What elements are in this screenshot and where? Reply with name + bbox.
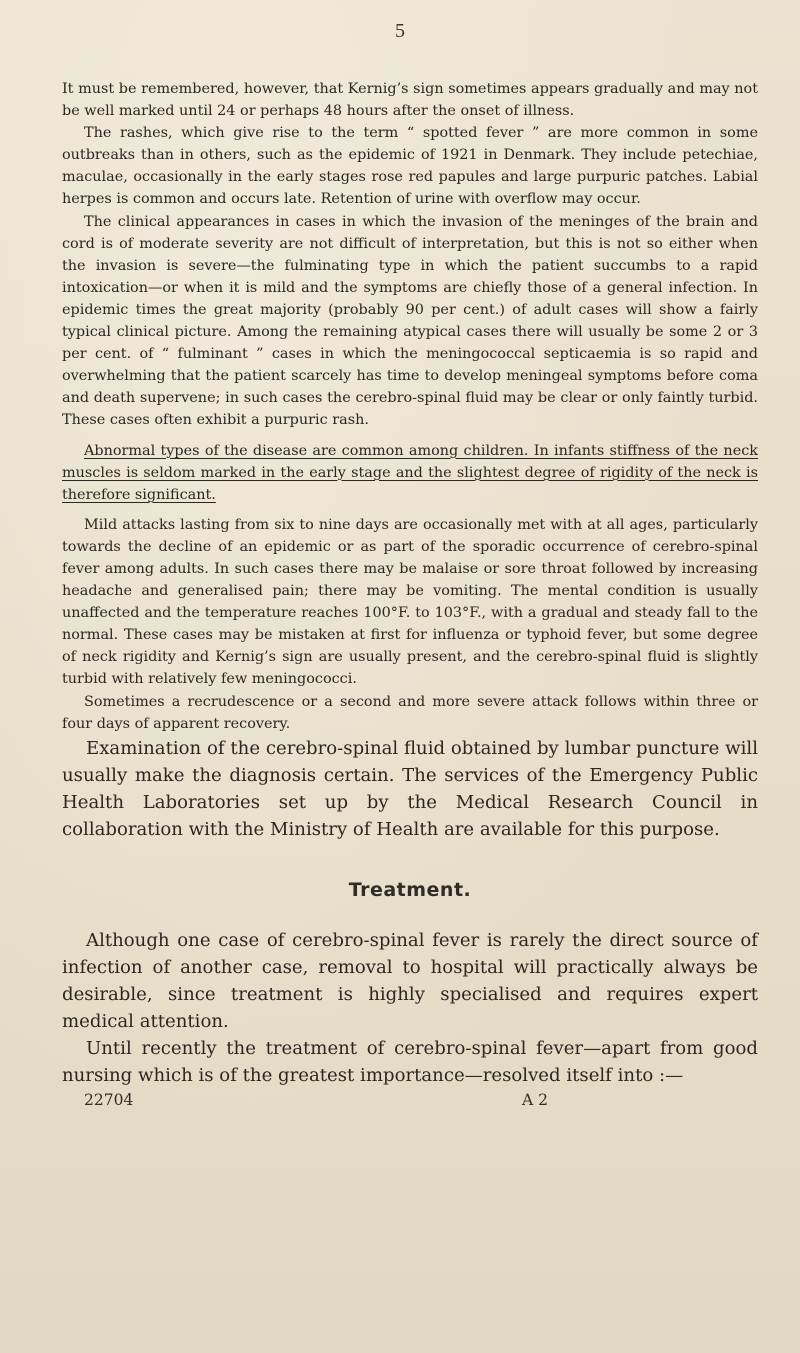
spacer	[62, 432, 758, 440]
paragraph-until-recently: Until recently the treatment of cerebro-spinal fever—apart from good nursing which is of the greatest importance—resolved itself into :—	[62, 1037, 758, 1086]
page-footer	[62, 1091, 758, 1109]
spacer	[62, 506, 758, 514]
paragraph-kernig-sign: It must be remembered, however, that Kernig’s sign sometimes appears gradually and may not be well marked until 24 or perhaps 48 hours after the onset of illness.	[62, 81, 758, 120]
signature-mark: 22704	[84, 1090, 134, 1109]
paragraph-abnormal-types	[62, 440, 758, 506]
paragraph-mild-attacks: Mild attacks lasting from six to nine days are occasionally met with at all ages, particularly towards the decline of an epidemic or as part of the sporadic occurrence of cerebro-spinal fever among adults. In such cases there may be malaise or sore throat followed by increasing headache and generalised pain; there may be vomiting. The mental condition is usually unaffected and the temperature reaches 100°F. to 103°F., with a gradual and steady fall to the normal. These cases may be mistaken at first for influenza or typhoid fever, but some degree of neck rigidity and Kernig’s sign are usually present, and the cerebro-spinal fluid is slightly turbid with relatively few meningococci.	[62, 516, 758, 688]
section-heading-treatment: Treatment.	[348, 878, 472, 901]
paragraph-removal-hospital: Although one case of cerebro-spinal fever is rarely the direct source of infection of another case, removal to hospital will practically always be desirable, since treatment is highly specialised and requires expert medical attention.	[62, 929, 758, 1032]
paragraph-clinical-appearances: The clinical appearances in cases in which the invasion of the meninges of the brain and cord is of moderate severity are not difficult of interpretation, but this is not so either when the invasion is severe—the fulminating type in which the patient succumbs to a rapid intoxication—or when it is mild and the symptoms are chiefly those of a general infection. In epidemic times the great majority (probably 90 per cent.) of adult cases will show a fairly typical clinical picture. Among the remaining atypical cases there will usually be some 2 or 3 per cent. of “ fulminant ” cases in which the meningococcal septicaemia is so rapid and overwhelming that the patient scarcely has time to develop meningeal symptoms before coma and death supervene; in such cases the cerebro-spinal fluid may be clear or only faintly turbid. These cases often exhibit a purpuric rash.	[62, 213, 758, 429]
paragraph-rashes: The rashes, which give rise to the term “ spotted fever ” are more common in some outbreaks than in others, such as the epidemic of 1921 in Denmark. They include petechiae, maculae, occasionally in the early stages rose red papules and large purpuric patches. Labial herpes is common and occurs late. Retention of urine with overflow may occur.	[62, 125, 758, 208]
page-number: 5	[395, 20, 405, 42]
paragraph-examination: Examination of the cerebro-spinal fluid obtained by lumbar puncture will usually make the diagnosis certain. The services of the Emergency Public Health Laboratories set up by the Medical Research Council in collaboration with the Ministry of Health are available for this purpose.	[62, 737, 758, 840]
sheet-mark: A 2	[522, 1090, 548, 1109]
paragraph-recrudescence: Sometimes a recrudescence or a second and more severe attack follows within three or four days of apparent recovery.	[62, 693, 758, 732]
text-column	[62, 78, 758, 1109]
underlined-text: Abnormal types of the disease are common among children. In infants stiffness of the neck muscles is seldom marked in the early stage and the slightest degree of rigidity of the neck is therefore significant.	[62, 442, 758, 503]
